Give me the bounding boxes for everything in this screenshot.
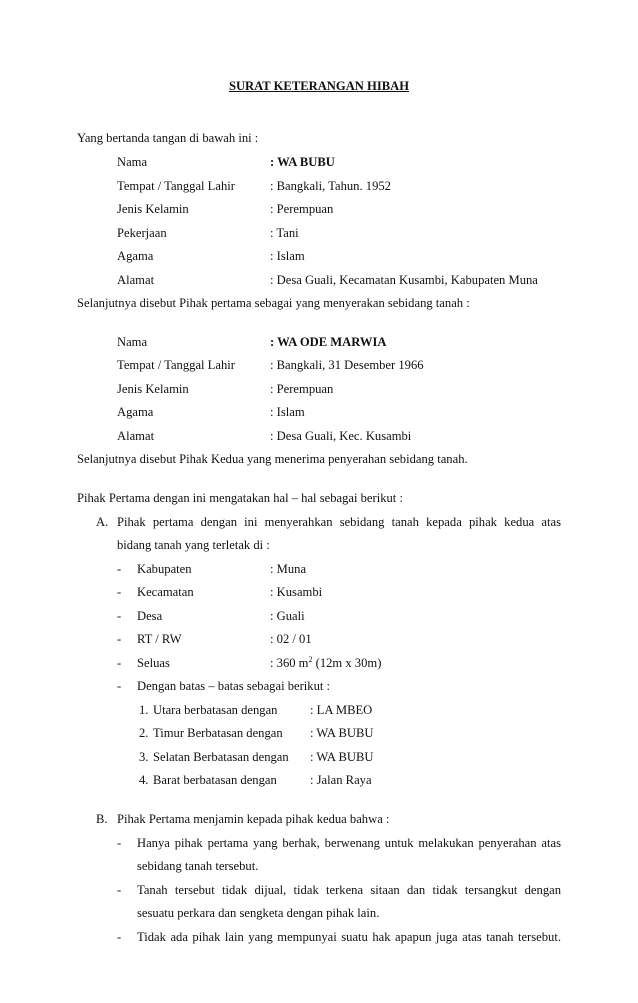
boundary-north-label: Utara berbatasan dengan [153, 703, 278, 717]
statement-intro: Pihak Pertama dengan ini mengatakan hal – hal sebagai berikut : [77, 491, 403, 505]
list-dash: - [117, 585, 122, 599]
guarantee-1-line2: sebidang tanah tersebut. [137, 859, 259, 873]
location-rtrw-value: : 02 / 01 [270, 632, 312, 646]
location-area-value [270, 655, 381, 671]
boundary-south-value: : WA BUBU [310, 750, 374, 764]
guarantee-1-line1: Hanya pihak pertama yang berhak, berwenang untuk melakukan penyerahan atas [137, 836, 561, 850]
party2-address-label: Alamat [117, 429, 155, 443]
location-kabupaten-label: Kabupaten [137, 562, 192, 576]
list-dash: - [117, 609, 122, 623]
location-rtrw-label: RT / RW [137, 632, 182, 646]
party2-address-value: : Desa Guali, Kec. Kusambi [270, 429, 412, 443]
intro-text: Yang bertanda tangan di bawah ini : [77, 131, 259, 145]
guarantee-2-line2: sesuatu perkara dan sengketa dengan pihak lain. [137, 906, 380, 920]
section-a-line1: Pihak pertama dengan ini menyerahkan sebidang tanah kepada pihak kedua atas [117, 515, 561, 529]
party1-gender-value: : Perempuan [270, 202, 334, 216]
boundary-east-value: : WA BUBU [310, 726, 374, 740]
party2-religion-value: : Islam [270, 405, 305, 419]
party1-address-label: Alamat [117, 273, 155, 287]
list-dash: - [117, 883, 122, 897]
party2-gender-label: Jenis Kelamin [117, 382, 189, 396]
boundary-south-label: Selatan Berbatasan dengan [153, 750, 289, 764]
party2-birth-label: Tempat / Tanggal Lahir [117, 358, 235, 372]
party2-birth-value: : Bangkali, 31 Desember 1966 [270, 358, 424, 372]
boundary-west-label: Barat berbatasan dengan [153, 773, 277, 787]
party1-job-value: : Tani [270, 226, 299, 240]
boundary-east-label: Timur Berbatasan dengan [153, 726, 283, 740]
party2-name-value: : WA ODE MARWIA [270, 335, 387, 349]
list-dash: - [117, 679, 122, 693]
location-area-label: Seluas [137, 656, 170, 670]
list-dash: - [117, 656, 122, 670]
boundary-number: 1. [139, 703, 149, 717]
guarantee-3-line1: Tidak ada pihak lain yang mempunyai suatu hak apapun juga atas tanah tersebut. [137, 930, 561, 944]
location-kabupaten-value: : Muna [270, 562, 307, 576]
party1-address-value: : Desa Guali, Kecamatan Kusambi, Kabupaten Muna [270, 273, 538, 287]
boundary-intro: Dengan batas – batas sebagai berikut : [137, 679, 331, 693]
list-dash: - [117, 632, 122, 646]
document-title: SURAT KETERANGAN HIBAH [228, 79, 410, 93]
location-desa-value: : Guali [270, 609, 305, 623]
section-b-marker: B. [96, 812, 108, 826]
location-kecamatan-value: : Kusambi [270, 585, 323, 599]
party1-birth-value: : Bangkali, Tahun. 1952 [270, 179, 391, 193]
party2-religion-label: Agama [117, 405, 154, 419]
party2-name-label: Nama [117, 335, 148, 349]
party2-gender-value: : Perempuan [270, 382, 334, 396]
section-a-line2: bidang tanah yang terletak di : [117, 538, 270, 552]
party1-closing: Selanjutnya disebut Pihak pertama sebagai yang menyerakan sebidang tanah : [77, 296, 470, 310]
party1-religion-value: : Islam [270, 249, 305, 263]
location-kecamatan-label: Kecamatan [137, 585, 194, 599]
party2-closing: Selanjutnya disebut Pihak Kedua yang menerima penyerahan sebidang tanah. [77, 452, 468, 466]
boundary-number: 4. [139, 773, 149, 787]
boundary-west-value: : Jalan Raya [310, 773, 372, 787]
list-dash: - [117, 836, 122, 850]
party1-birth-label: Tempat / Tanggal Lahir [117, 179, 235, 193]
section-b-intro: Pihak Pertama menjamin kepada pihak kedua bahwa : [117, 812, 390, 826]
party1-name-value: : WA BUBU [270, 155, 335, 169]
boundary-north-value: : LA MBEO [310, 703, 373, 717]
party1-religion-label: Agama [117, 249, 154, 263]
area-value-number: : 360 m [270, 656, 309, 670]
boundary-number: 2. [139, 726, 149, 740]
guarantee-2-line1: Tanah tersebut tidak dijual, tidak terkena sitaan dan tidak tersangkut dengan [137, 883, 561, 897]
party1-job-label: Pekerjaan [117, 226, 167, 240]
party1-name-label: Nama [117, 155, 148, 169]
area-value-dimensions: (12m x 30m) [312, 656, 382, 670]
location-desa-label: Desa [137, 609, 163, 623]
boundary-number: 3. [139, 750, 149, 764]
section-a-marker: A. [96, 515, 109, 529]
party1-gender-label: Jenis Kelamin [117, 202, 189, 216]
area-unit-exponent: 2 [308, 655, 313, 664]
list-dash: - [117, 562, 122, 576]
list-dash: - [117, 930, 122, 944]
